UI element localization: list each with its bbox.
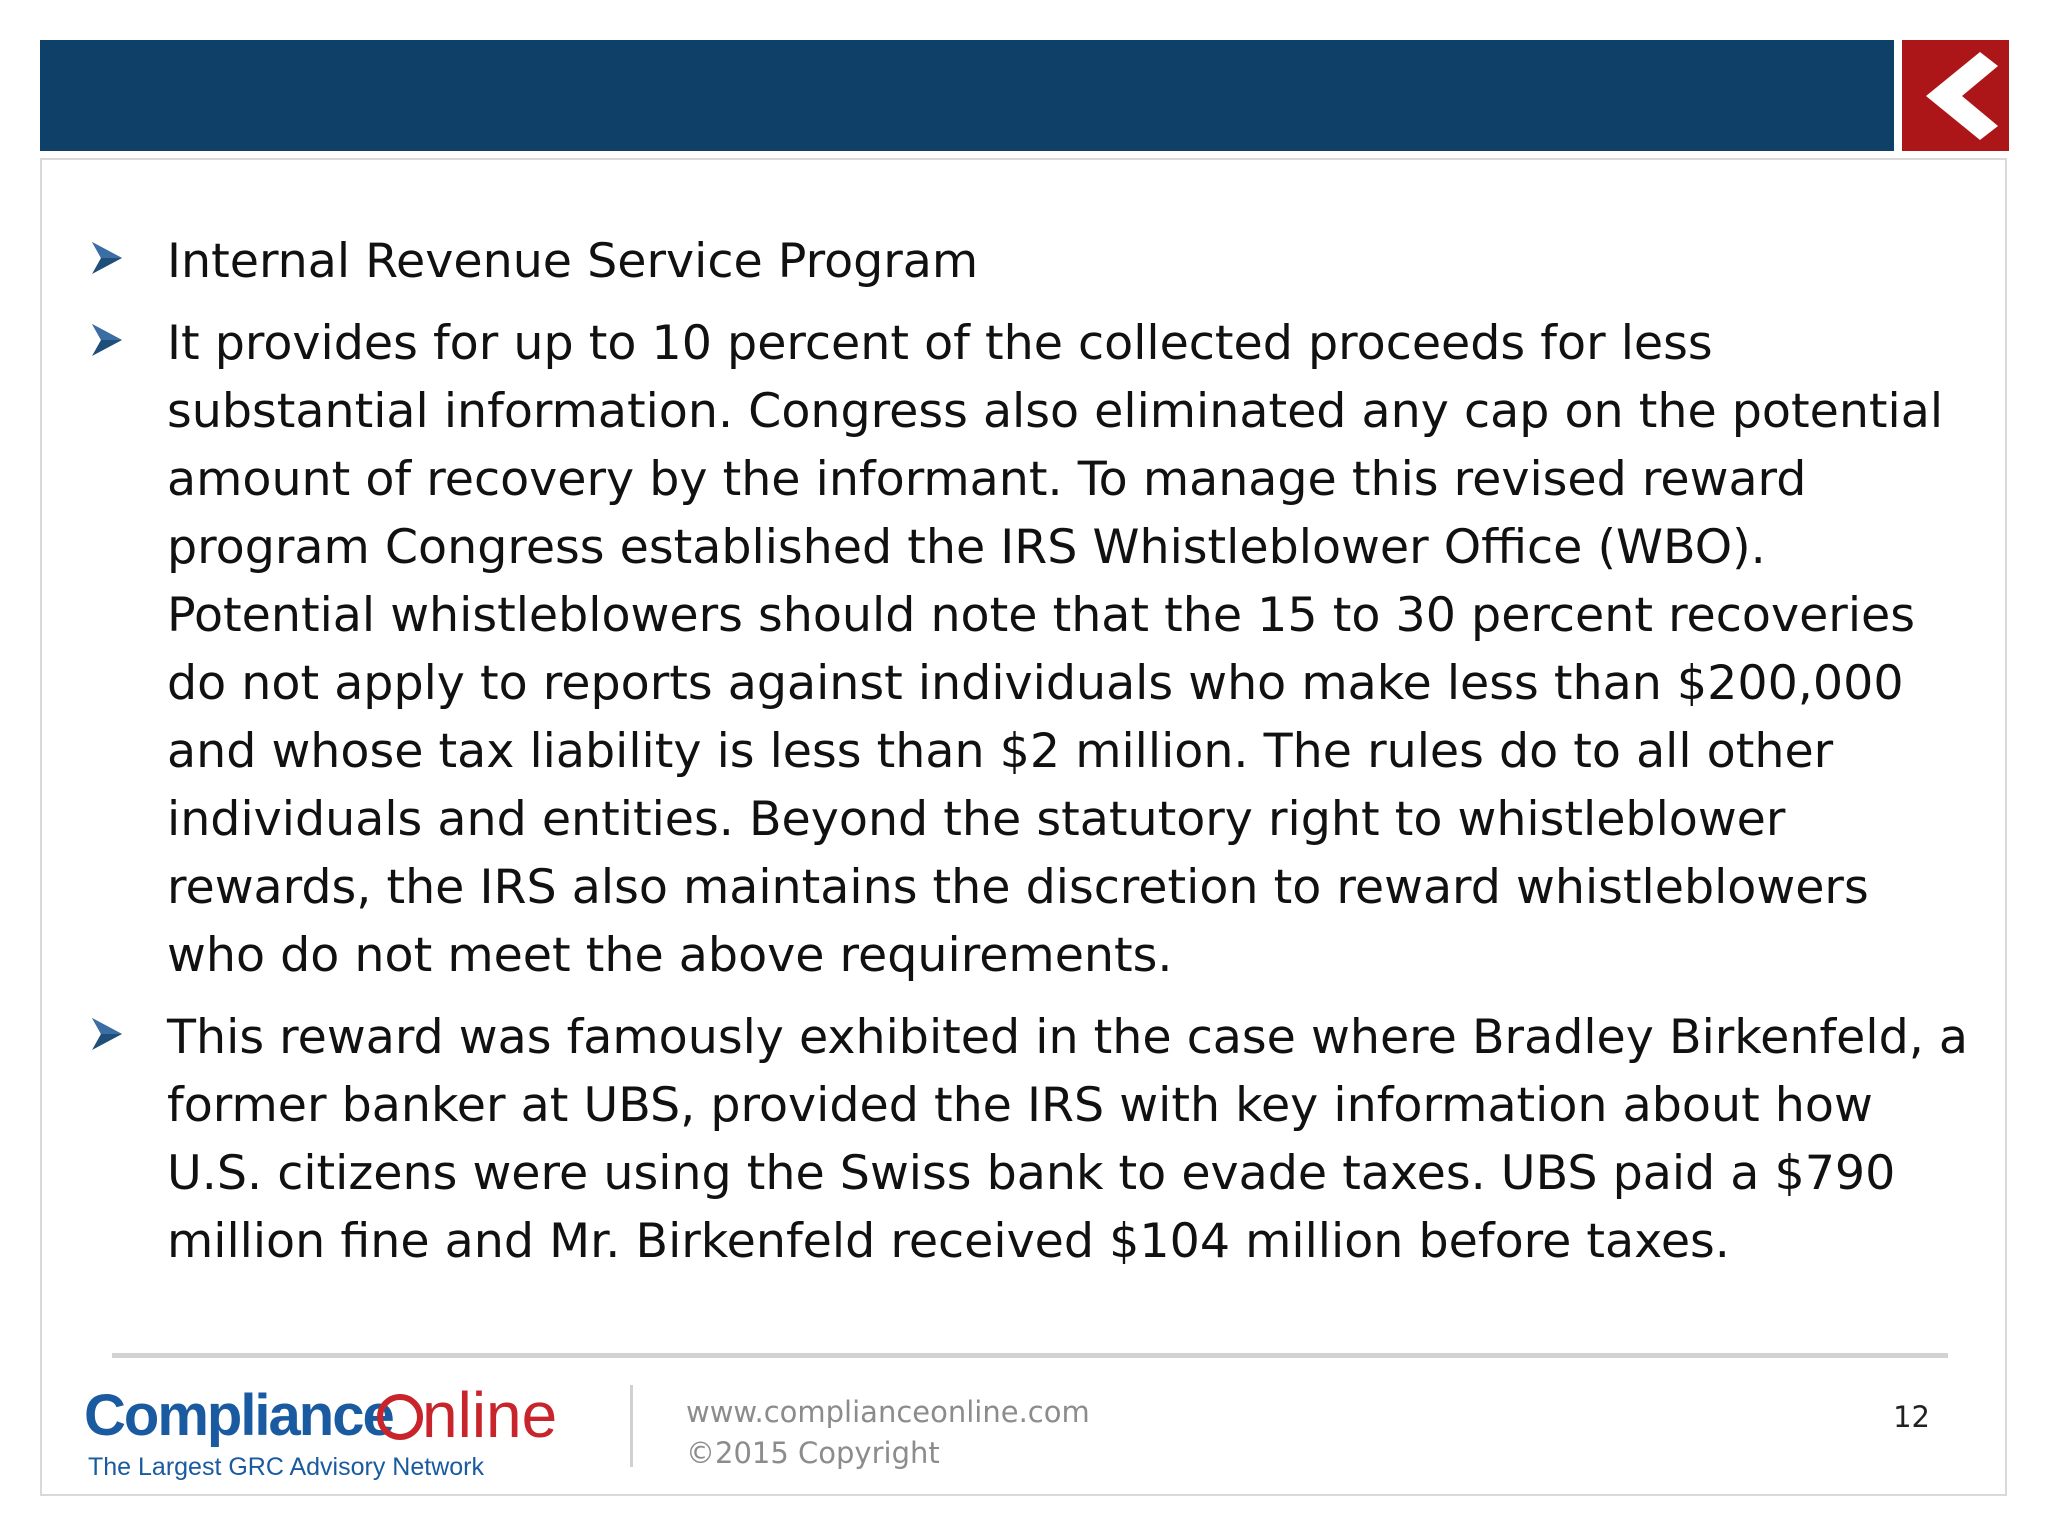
page-number: 12 bbox=[1893, 1400, 1930, 1434]
footer-copyright: ©2015 Copyright bbox=[686, 1436, 940, 1470]
arrow-bullet-icon bbox=[92, 324, 122, 356]
svg-text:nline: nline bbox=[422, 1379, 558, 1451]
back-button[interactable] bbox=[1902, 40, 2009, 151]
footer-divider-line bbox=[112, 1353, 1948, 1358]
footer-url[interactable]: www.complianceonline.com bbox=[686, 1395, 1090, 1429]
bullet-item bbox=[90, 228, 1970, 296]
svg-text:Compliance: Compliance bbox=[84, 1383, 393, 1448]
complianceonline-logo bbox=[82, 1375, 602, 1485]
header-bar bbox=[40, 40, 1894, 151]
arrow-bullet-icon bbox=[92, 1018, 122, 1050]
bullet-text: This reward was famously exhibited in the case where Bradley Birkenfeld, a former banker at UBS, provided the IRS with key information about how U.S. citizens were using the Swiss bank to evade taxes. UBS paid a $790 million fine and Mr. Birkenfeld received $104 million before taxes. bbox=[167, 1010, 1969, 1269]
bullet-text: Internal Revenue Service Program bbox=[167, 234, 979, 289]
bullet-list bbox=[90, 228, 1970, 1290]
bullet-item bbox=[90, 1004, 1970, 1276]
bullet-item bbox=[90, 310, 1970, 990]
bullet-text: It provides for up to 10 percent of the collected proceeds for less substantial information. Congress also eliminated any cap on the potential amount of recovery by the informant. To manage this revised reward program Congress established the IRS Whistleblower Office (WBO). Potential whistleblowers should note that the 15 to 30 percent recoveries do not apply to reports against individuals who make less than $200,000 and whose tax liability is less than $2 million. The rules do to all other individuals and entities. Beyond the statutory right to whistleblower rewards, the IRS also maintains the discretion to reward whistleblowers who do not meet the above requirements. bbox=[167, 316, 1944, 983]
footer-vertical-divider bbox=[630, 1385, 633, 1467]
svg-text:The Largest GRC Advisory Netwo: The Largest GRC Advisory Network bbox=[88, 1453, 484, 1481]
arrow-bullet-icon bbox=[92, 242, 122, 274]
chevron-left-icon bbox=[1902, 40, 2009, 151]
